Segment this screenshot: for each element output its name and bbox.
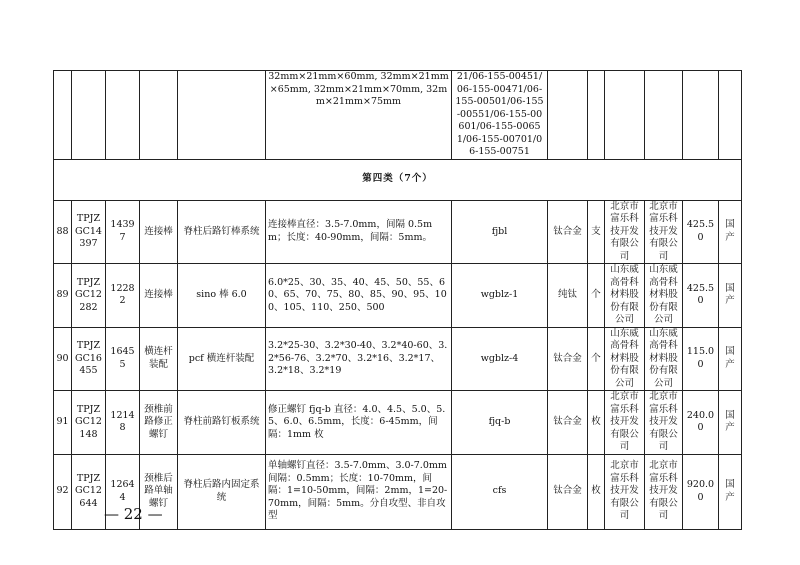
row-number: 92 [54,454,72,529]
product-model: wgblz-1 [452,264,548,328]
product-code: TPJZGC12644 [72,454,106,529]
product-price: 425.50 [683,200,719,264]
section-title: 第四类（7个） [54,159,742,200]
product-manufacturer: 北京市富乐科技开发有限公司 [605,391,645,455]
product-spec: 6.0*25、30、35、40、45、50、55、60、65、70、75、80、85、90、95、100、105、110、250、500 [266,264,452,328]
product-material: 钛合金 [548,454,588,529]
product-manufacturer: 北京市富乐科技开发有限公司 [605,200,645,264]
row-number: 91 [54,391,72,455]
product-unit: 个 [588,327,605,391]
product-manufacturer: 山东威高骨科材料股份有限公司 [605,327,645,391]
product-spec: 修正螺钉 fjq-b 直径：4.0、4.5、5.0、5.5、6.0、6.5mm，长度：6-45mm，间隔：1mm 枚 [266,391,452,455]
product-name: 连接棒 [140,200,178,264]
product-name: 颈椎前路修正螺钉 [140,391,178,455]
row-number: 90 [54,327,72,391]
product-id: 12282 [106,264,140,328]
product-name: 颈椎后路单轴螺钉 [140,454,178,529]
product-price: 115.00 [683,327,719,391]
product-unit: 个 [588,264,605,328]
table-row [54,391,742,455]
product-category: 脊柱后路内固定系统 [178,454,266,529]
product-code: TPJZGC14397 [72,200,106,264]
product-manufacturer: 山东威高骨科材料股份有限公司 [605,264,645,328]
product-unit: 支 [588,200,605,264]
product-name: 连接棒 [140,264,178,328]
product-origin: 国产 [719,391,742,455]
product-origin: 国产 [719,264,742,328]
continuation-row [54,71,742,160]
product-category: sino 棒 6.0 [178,264,266,328]
continuation-spec: 32mm×21mm×60mm, 32mm×21mm×65mm, 32mm×21mm×70mm, 32mm×21mm×75mm [266,71,452,160]
product-model: wgblz-4 [452,327,548,391]
table-row [54,327,742,391]
product-category: pcf 横连杆装配 [178,327,266,391]
product-material: 钛合金 [548,200,588,264]
product-model: fjbl [452,200,548,264]
product-category: 脊柱后路钉棒系统 [178,200,266,264]
product-unit: 枚 [588,391,605,455]
product-price: 425.50 [683,264,719,328]
continuation-model: 21/06-155-00451/06-155-00471/06-155-00501/06-155-00551/06-155-00601/06-155-00651/06-155-00701/06-155-00751 [452,71,548,160]
product-applicant: 山东威高骨科材料股份有限公司 [645,327,683,391]
product-price: 920.00 [683,454,719,529]
product-material: 钛合金 [548,327,588,391]
product-id: 12148 [106,391,140,455]
product-spec: 连接棒直径：3.5-7.0mm，间隔 0.5mm；长度：40-90mm，间隔：5mm。 [266,200,452,264]
product-material: 纯钛 [548,264,588,328]
product-origin: 国产 [719,454,742,529]
table-row [54,264,742,328]
product-unit: 枚 [588,454,605,529]
product-material: 钛合金 [548,391,588,455]
product-id: 16455 [106,327,140,391]
product-code: TPJZGC16455 [72,327,106,391]
section-row [54,159,742,200]
product-category: 脊柱前路钉板系统 [178,391,266,455]
product-manufacturer: 北京市富乐科技开发有限公司 [605,454,645,529]
product-model: cfs [452,454,548,529]
product-price: 240.00 [683,391,719,455]
row-number: 88 [54,200,72,264]
product-id: 12644 [106,454,140,529]
product-origin: 国产 [719,200,742,264]
table-row [54,200,742,264]
product-code: TPJZGC12282 [72,264,106,328]
row-number: 89 [54,264,72,328]
product-code: TPJZGC12148 [72,391,106,455]
product-spec: 3.2*25-30、3.2*30-40、3.2*40-60、3.2*56-76、3.2*70、3.2*16、3.2*17、3.2*18、3.2*19 [266,327,452,391]
product-spec: 单轴螺钉直径：3.5-7.0mm、3.0-7.0mm 间隔：0.5mm；长度：10-70mm，间隔：1=10-50mm，间隔：2mm，1=20-70mm，间隔：5mm。分自攻型、非自攻型 [266,454,452,529]
product-id: 14397 [106,200,140,264]
product-name: 横连杆装配 [140,327,178,391]
product-table [53,70,742,530]
product-applicant: 北京市富乐科技开发有限公司 [645,200,683,264]
product-applicant: 北京市富乐科技开发有限公司 [645,454,683,529]
product-applicant: 山东威高骨科材料股份有限公司 [645,264,683,328]
product-model: fjq-b [452,391,548,455]
page-number: — 22 — [104,505,163,523]
product-applicant: 北京市富乐科技开发有限公司 [645,391,683,455]
product-origin: 国产 [719,327,742,391]
